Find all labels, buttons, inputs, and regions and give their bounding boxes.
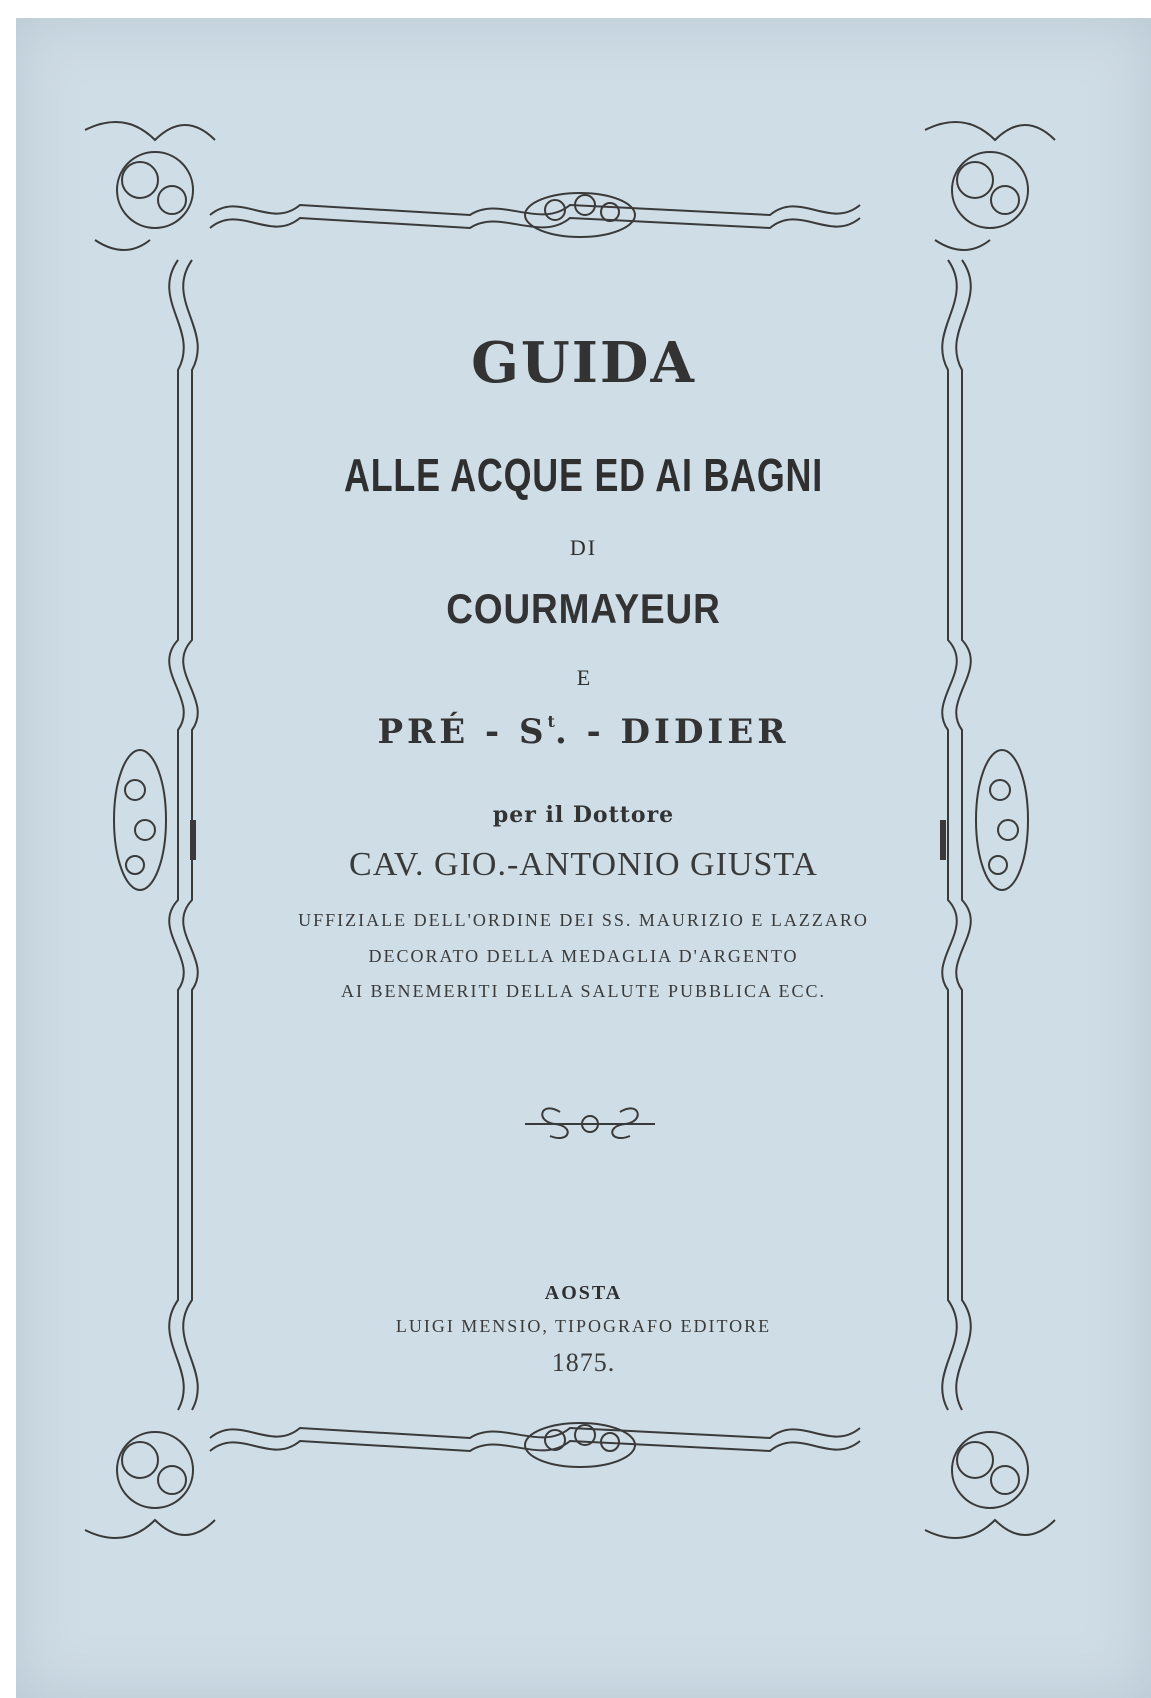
place-courmayeur: COURMAYEUR [446,585,721,632]
place2-part-b: . - DIDIER [554,712,790,752]
place2-part-a: PRÉ - S [377,712,548,752]
title: GUIDA [471,330,696,396]
left-ribbon [169,260,184,1410]
author-name: CAV. GIO.-ANTONIO GIUSTA [349,846,818,883]
subtitle: ALLE ACQUE ED AI BAGNI [344,449,823,501]
top-ribbon [210,205,860,215]
byline: per il Dottore [492,802,675,828]
credential-line: AI BENEMERITI DELLA SALUTE PUBBLICA ECC. [341,981,826,1001]
imprint-city: AOSTA [544,1282,623,1304]
imprint-printer: LUIGI MENSIO, TIPOGRAFO EDITORE [395,1316,772,1336]
preposition-di: DI [569,535,598,560]
credential-line: UFFIZIALE DELL'ORDINE DEI SS. MAURIZIO E LAZZARO [298,910,869,930]
place-pre-st-didier [16,712,1151,752]
center-flourish-ornament [525,1108,655,1138]
place2-superscript: t [547,712,555,731]
imprint-year: 1875. [551,1348,616,1377]
conjunction-e: E [576,665,591,690]
credential-line: DECORATO DELLA MEDAGLIA D'ARGENTO [368,946,799,966]
